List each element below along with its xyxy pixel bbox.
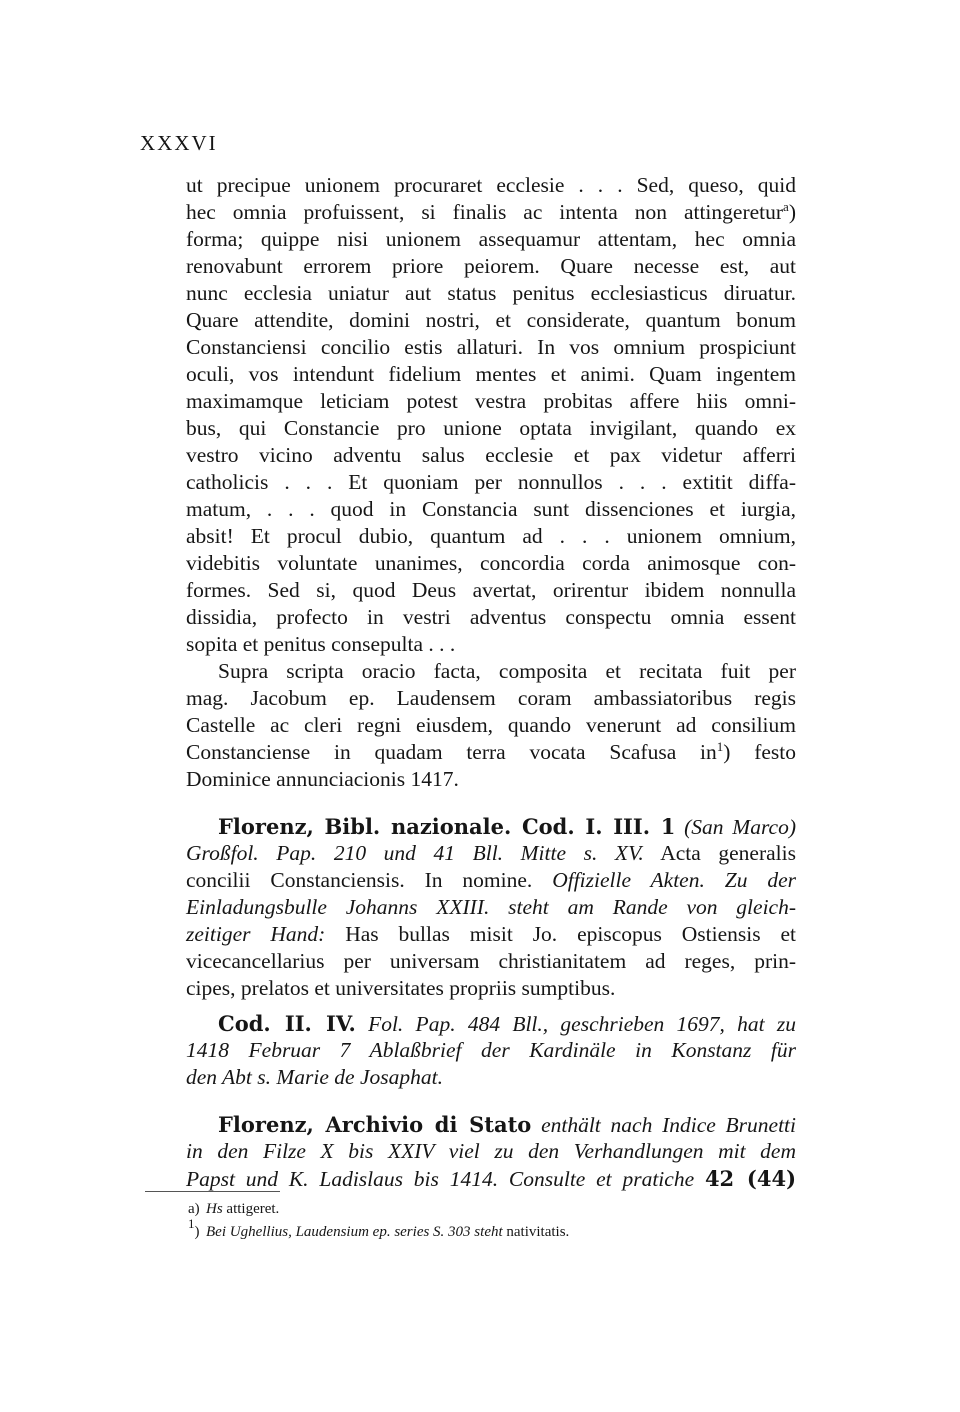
entry-line: 1418 Februar 7 Ablaßbrief der Kardinäle in Konstanz für [186, 1038, 796, 1062]
entry-line [186, 813, 796, 840]
body-line: catholicis . . . Et quoniam per nonnullos . . . extitit diffa- [186, 470, 796, 494]
entry-text-italic: zeitiger Hand: [186, 922, 326, 946]
footnote-ref-1: 1 [716, 739, 724, 754]
entry-line [186, 1010, 796, 1037]
entry-text-italic: Fol. Pap. 484 Bll., geschrieben 1697, hat zu [368, 1012, 797, 1036]
entry-heading: Florenz, Bibl. nazionale. Cod. I. III. 1 [218, 814, 676, 839]
footnote-1 [188, 1216, 788, 1245]
footnote-text-italic: Hs [206, 1201, 223, 1217]
body-line: Quare attendite, domini nostri, et considerate, quantum bonum [186, 308, 796, 332]
footnote-text-italic: Bei Ughellius, Laudensium ep. series S. 303 steht [206, 1224, 503, 1240]
body-text: ) [788, 200, 796, 224]
body-line: nunc ecclesia uniatur aut status penitus ecclesiasticus diruatur. [186, 281, 796, 305]
entry-line [186, 1165, 796, 1192]
body-line: Dominice annunciacionis 1417. [186, 767, 459, 791]
entry-text-italic: (San Marco) [684, 815, 796, 839]
footnotes [188, 1199, 788, 1245]
entry-bold-number: 42 (44) [704, 1166, 797, 1191]
footnote-mark [188, 1216, 206, 1243]
body-line: forma; quippe nisi unionem assequamur attentam, hec omnia [186, 227, 796, 251]
body-line: Supra scripta oracio facta, composita et recitata fuit per [218, 659, 796, 683]
entry-heading: Florenz, Archivio di Stato [218, 1112, 532, 1137]
footnote-ref-a: a [783, 199, 789, 214]
entry-text-italic: Großfol. Pap. 210 und 41 Bll. Mitte s. XV. [186, 841, 644, 865]
body-line: mag. Jacobum ep. Laudensem coram ambassiatoribus regis [186, 686, 796, 710]
entry-line [186, 840, 796, 867]
body-line: sopita et penitus consepulta . . . [186, 632, 456, 656]
entry-text: Has bullas misit Jo. episcopus Ostiensis et [345, 922, 796, 946]
body-line: formes. Sed si, quod Deus avertat, orirentur ibidem nonnulla [186, 578, 796, 602]
body-line: matum, . . . quod in Constancia sunt dissenciones et iurgia, [186, 497, 796, 521]
entry-text-italic: enthält nach Indice Brunetti [541, 1113, 796, 1137]
entry-line: in den Filze X bis XXIV viel zu den Verhandlungen mit dem [186, 1139, 796, 1163]
body-text: hec omnia profuissent, si finalis ac intenta non attingeretur [186, 200, 784, 224]
body-line [186, 199, 796, 226]
body-line: Castelle ac cleri regni eiusdem, quando venerunt ad consilium [186, 713, 796, 737]
body-line [186, 739, 796, 766]
body-text: Constanciense in quadam terra vocata Scafusa in [186, 740, 717, 764]
body-line: maximamque leticiam potest vestra probitas affere hiis omni- [186, 389, 796, 413]
footnote-a [188, 1199, 788, 1222]
footnote-divider [145, 1191, 280, 1192]
main-text [186, 172, 796, 1192]
entry-line: cipes, prelatos et universitates propriis sumptibus. [186, 976, 616, 1000]
entry-text-italic: Papst und K. Ladislaus bis 1414. Consulte et pratiche [186, 1167, 695, 1191]
body-line: renovabunt errorem priore peiorem. Quare necesse est, aut [186, 254, 796, 278]
entry-line [186, 921, 796, 948]
body-line: absit! Et procul dubio, quantum ad . . . unionem omnium, [186, 524, 796, 548]
body-line: vestro vicino adventu salus ecclesie et pax videtur afferri [186, 443, 796, 467]
entry-line [186, 1111, 796, 1138]
entry-line: vicecancellarius per universam christianitatem ad reges, prin- [186, 949, 796, 973]
body-line: oculi, vos intendunt fidelium mentes et animi. Quam ingentem [186, 362, 796, 386]
entry-line: den Abt s. Marie de Josaphat. [186, 1065, 443, 1089]
footnote-mark: a) [188, 1201, 200, 1217]
entry-line [186, 867, 796, 894]
footnote-text: nativitatis. [506, 1224, 570, 1240]
entry-heading: Cod. II. IV. [218, 1011, 356, 1036]
entry-text-italic: Offizielle Akten. Zu der [552, 868, 796, 892]
footnote-mark-paren: ) [194, 1224, 200, 1240]
body-line: ut precipue unionem procuraret ecclesie . . . Sed, queso, quid [186, 173, 796, 197]
body-line: Constanciensi concilio estis allaturi. In vos omnium prospiciunt [186, 335, 796, 359]
body-line: videbitis voluntate unanimes, concordia corda animosque con- [186, 551, 796, 575]
body-text: ) festo [723, 740, 797, 764]
footnote-text: attigeret. [226, 1201, 280, 1217]
page-number: XXXVI [140, 131, 218, 155]
body-line: dissidia, profecto in vestri adventus conspectu omnia essent [186, 605, 796, 629]
footnote-mark-number: 1 [188, 1216, 195, 1231]
entry-text: concilii Constanciensis. In nomine. [186, 868, 533, 892]
entry-text: Acta generalis [660, 841, 796, 865]
entry-line: Einladungsbulle Johanns XXIII. steht am Rande von gleich- [186, 895, 796, 919]
body-line: bus, qui Constancie pro unione optata invigilant, quando ex [186, 416, 796, 440]
